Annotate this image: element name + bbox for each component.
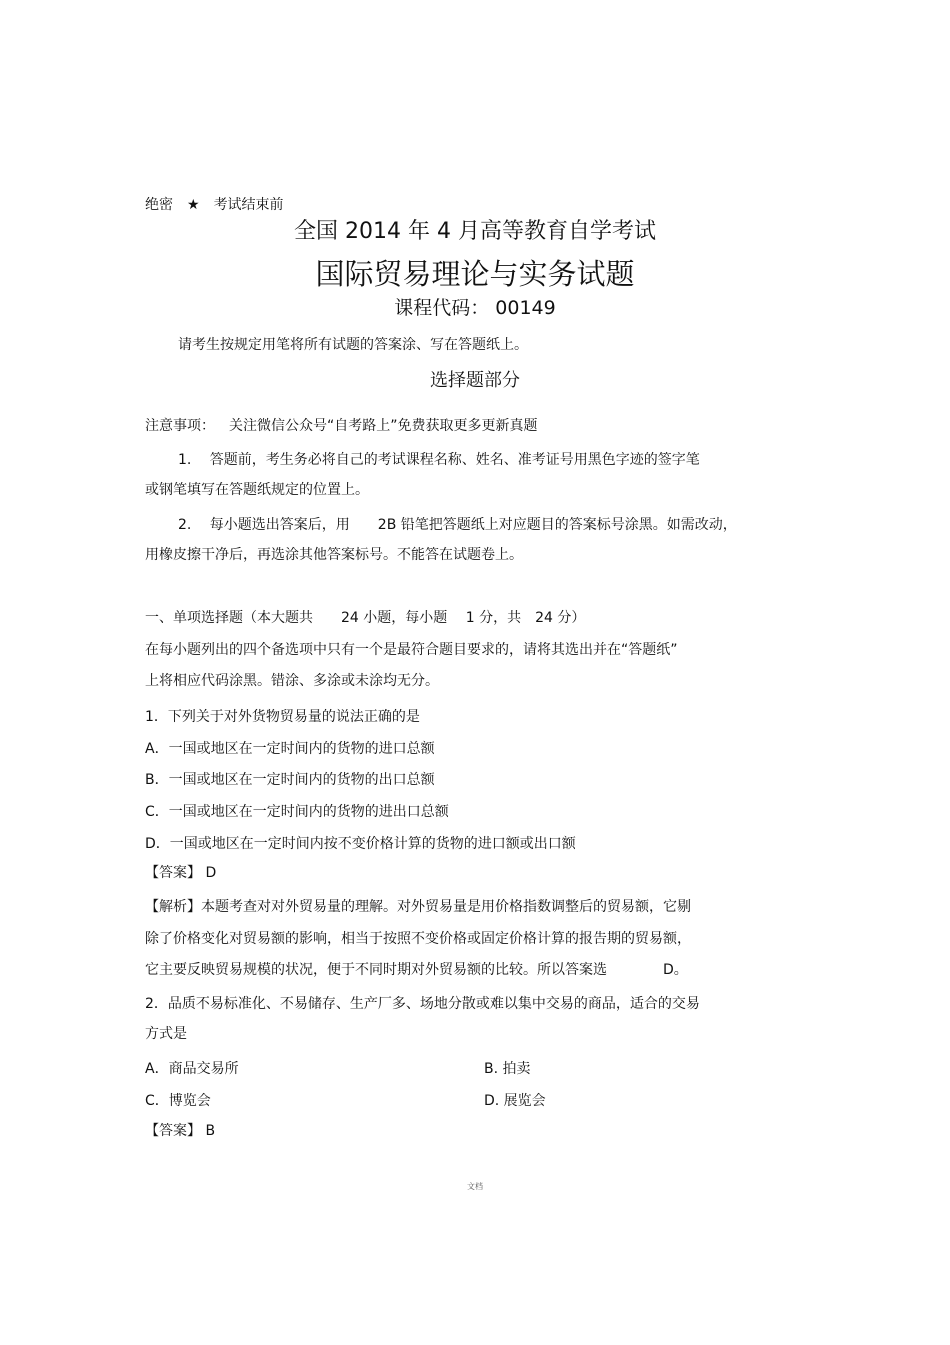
instruction: 请考生按规定用笔将所有试题的答案涂、写在答题纸上。 bbox=[178, 337, 528, 353]
q2-option-c: C．博览会 bbox=[145, 1093, 211, 1109]
q1-answer: 【答案】 D bbox=[145, 865, 217, 881]
q1-option-c: C．一国或地区在一定时间内的货物的进出口总额 bbox=[145, 804, 449, 820]
course-code: 课程代码： 00149 bbox=[394, 297, 556, 319]
notes-heading-line bbox=[145, 417, 538, 435]
confidential-line bbox=[145, 196, 284, 214]
q1-analysis-line-2: 除了价格变化对贸易额的影响，相当于按照不变价格或固定价格计算的报告期的贸易额， bbox=[145, 931, 691, 947]
secret-label: 绝密 bbox=[145, 197, 173, 213]
note-1-line-2: 或钢笔填写在答题纸规定的位置上。 bbox=[145, 482, 369, 498]
q1-option-a: A．一国或地区在一定时间内的货物的进口总额 bbox=[145, 741, 435, 757]
q2-stem-line-2: 方式是 bbox=[145, 1026, 187, 1042]
q2-option-a: A．商品交易所 bbox=[145, 1061, 239, 1077]
page-footer: 文档 bbox=[467, 1182, 483, 1191]
star-icon: ★ bbox=[187, 197, 200, 213]
q2-stem-line-1: 2．品质不易标准化、不易储存、生产厂多、场地分散或难以集中交易的商品，适合的交易 bbox=[145, 996, 700, 1012]
q2-option-d: D. 展览会 bbox=[484, 1093, 546, 1109]
q1-stem: 1．下列关于对外货物贸易量的说法正确的是 bbox=[145, 709, 420, 725]
part1-heading: 一、单项选择题（本大题共 24 小题，每小题 1 分，共 24 分） bbox=[145, 610, 586, 626]
note-2-line-2: 用橡皮擦干净后，再选涂其他答案标号。不能答在试题卷上。 bbox=[145, 547, 523, 563]
q1-analysis-line-3: 它主要反映贸易规模的状况，便于不同时期对外贸易额的比较。所以答案选 D。 bbox=[145, 962, 688, 978]
q2-option-b: B. 拍卖 bbox=[484, 1061, 531, 1077]
notes-heading: 注意事项： bbox=[145, 418, 215, 434]
q1-option-d: D．一国或地区在一定时间内按不变价格计算的货物的进口额或出口额 bbox=[145, 836, 576, 852]
q1-analysis-line-1: 【解析】本题考查对对外贸易量的理解。对外贸易量是用价格指数调整后的贸易额，它剔 bbox=[145, 899, 691, 915]
note-2-line-1: 2. 每小题选出答案后，用 2B 铅笔把答题纸上对应题目的答案标号涂黑。如需改动， bbox=[178, 517, 737, 533]
part1-desc-line-2: 上将相应代码涂黑。错涂、多涂或未涂均无分。 bbox=[145, 673, 439, 689]
paper-title: 国际贸易理论与实务试题 bbox=[315, 257, 635, 291]
secret-note: 考试结束前 bbox=[213, 197, 284, 213]
q1-option-b: B．一国或地区在一定时间内的货物的出口总额 bbox=[145, 772, 435, 788]
part1-desc-line-1: 在每小题列出的四个备选项中只有一个是最符合题目要求的，请将其选出并在“答题纸” bbox=[145, 642, 678, 658]
section-title: 选择题部分 bbox=[430, 370, 520, 391]
wechat-note: 关注微信公众号“自考路上”免费获取更多更新真题 bbox=[229, 418, 538, 434]
exam-title: 全国 2014 年 4 月高等教育自学考试 bbox=[294, 219, 656, 244]
note-1-line-1: 1. 答题前，考生务必将自己的考试课程名称、姓名、准考证号用黑色字迹的签字笔 bbox=[178, 452, 700, 468]
q2-answer: 【答案】 B bbox=[145, 1123, 216, 1139]
